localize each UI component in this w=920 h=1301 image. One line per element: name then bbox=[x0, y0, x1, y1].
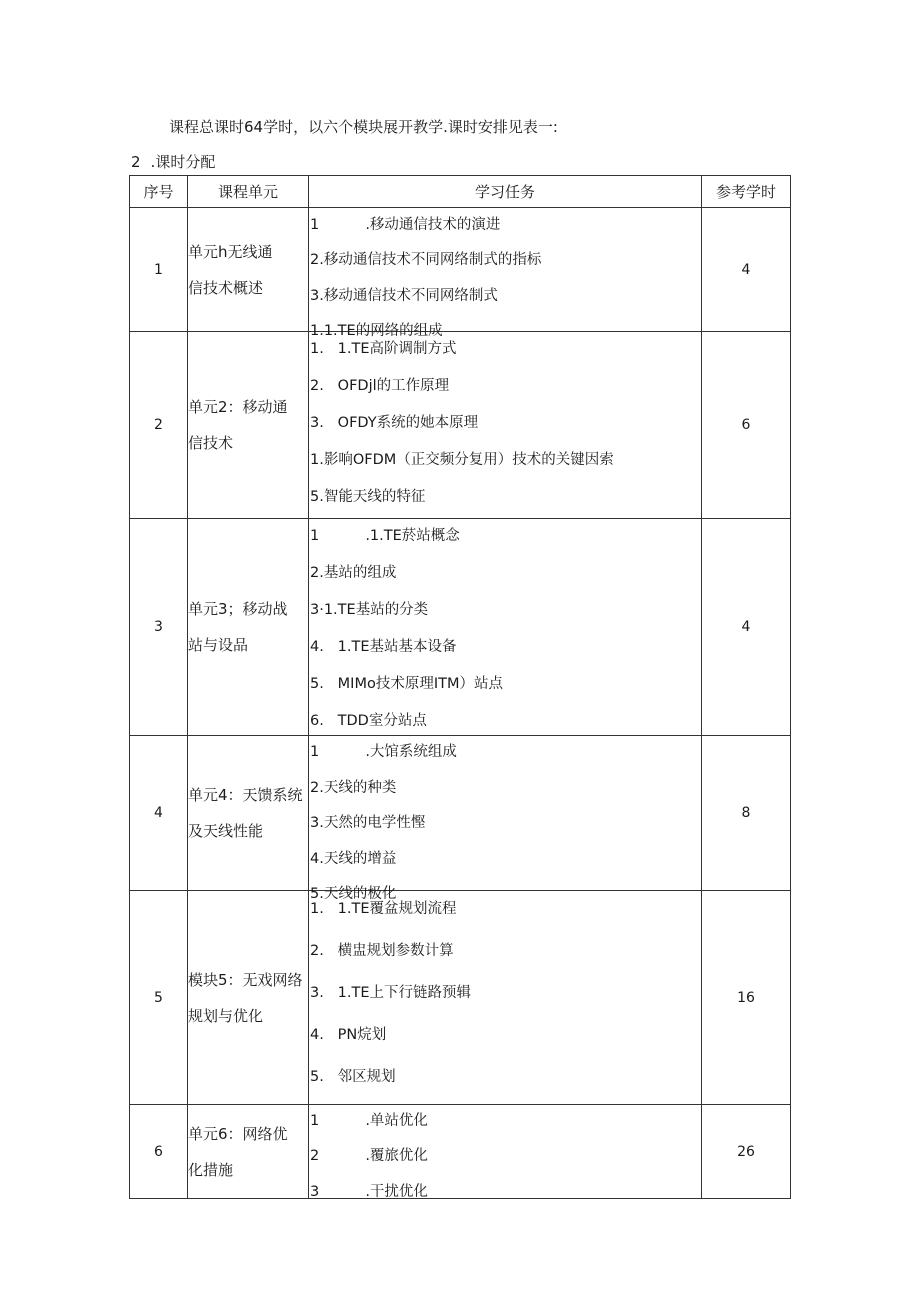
task-item: 1 .1.TE菸站概念 bbox=[310, 527, 460, 544]
row-index: 4 bbox=[130, 736, 188, 891]
unit-line: 信技术 bbox=[188, 434, 234, 452]
task-item: 3.移动通信技术不同网络制式 bbox=[310, 287, 498, 304]
row-hours: 4 bbox=[702, 519, 791, 736]
task-item: 2.天线的种类 bbox=[310, 779, 397, 796]
task-item: 4. 1.TE基站基本设备 bbox=[310, 638, 457, 655]
row-hours: 8 bbox=[702, 736, 791, 891]
table-row bbox=[130, 519, 791, 736]
row-unit bbox=[188, 208, 309, 332]
task-item: 3.天然的电学性慳 bbox=[310, 815, 426, 831]
header-tasks: 学习任务 bbox=[309, 176, 702, 208]
unit-line: 规划与优化 bbox=[188, 1006, 264, 1025]
unit-line: 单元3；移动战 bbox=[188, 600, 288, 618]
row-tasks bbox=[309, 1105, 702, 1199]
unit-line: 单元4：天馈系统 bbox=[188, 786, 303, 804]
task-item: 1. 1.TE高阶调制方式 bbox=[310, 340, 457, 357]
task-item: 1.影响OFDM（正交频分复用）技术的关键因索 bbox=[310, 451, 614, 468]
row-index: 2 bbox=[130, 332, 188, 519]
task-item: 2.基站的组成 bbox=[310, 564, 397, 581]
row-unit bbox=[188, 519, 309, 736]
row-index: 3 bbox=[130, 519, 188, 736]
row-hours: 4 bbox=[702, 208, 791, 332]
task-item: 1 .大馆系统组成 bbox=[310, 744, 457, 760]
row-index: 5 bbox=[130, 891, 188, 1105]
header-unit: 课程单元 bbox=[188, 176, 309, 208]
task-item: 4. PN烷划 bbox=[310, 1027, 387, 1043]
task-item: 5.天线的极化 bbox=[310, 886, 397, 902]
task-item: 6. TDD室分站点 bbox=[310, 712, 427, 729]
task-item: 3·1.TE基站的分类 bbox=[310, 601, 429, 618]
task-item: 1 .移动通信技术的演进 bbox=[310, 216, 501, 233]
row-tasks bbox=[309, 519, 702, 736]
task-item: 5.智能天线的特征 bbox=[310, 488, 426, 505]
header-index: 序号 bbox=[130, 176, 188, 208]
task-item: 2. 横盅规划参数计算 bbox=[310, 943, 454, 959]
row-unit bbox=[188, 332, 309, 519]
unit-line: 单元2：移动通 bbox=[188, 398, 288, 416]
row-unit bbox=[188, 891, 309, 1105]
table-row bbox=[130, 1105, 791, 1199]
task-item: 3 .干扰优化 bbox=[310, 1183, 428, 1200]
row-tasks bbox=[309, 891, 702, 1105]
unit-line: 单元h无线通 bbox=[188, 242, 273, 261]
unit-line: 单元6：网络优 bbox=[188, 1124, 288, 1143]
task-item: 1.1.TE的网络的组成 bbox=[310, 323, 443, 339]
section-title: .课时分配 bbox=[150, 153, 216, 171]
row-tasks bbox=[309, 332, 702, 519]
table-row bbox=[130, 208, 791, 332]
row-unit bbox=[188, 1105, 309, 1199]
row-tasks bbox=[309, 736, 702, 902]
section-heading bbox=[131, 152, 215, 172]
header-hours: 参考学时 bbox=[702, 176, 791, 208]
table-row bbox=[130, 891, 791, 1105]
unit-line: 站与设品 bbox=[188, 636, 249, 654]
task-item: 4.天线的增益 bbox=[310, 850, 397, 867]
table-header-row bbox=[130, 176, 791, 208]
task-item: 3. OFDY系统的她本原理 bbox=[310, 414, 479, 431]
course-schedule-table bbox=[129, 175, 791, 1199]
table-row bbox=[130, 332, 791, 519]
task-item: 2 .覆旅优化 bbox=[310, 1148, 428, 1164]
task-item: 3. 1.TE上下行链路预辑 bbox=[310, 985, 472, 1001]
unit-line: 化措施 bbox=[188, 1160, 234, 1179]
task-item: 5. MIMo技术原理ITM）站点 bbox=[310, 675, 503, 692]
row-hours: 26 bbox=[702, 1105, 791, 1199]
section-number: 2 bbox=[131, 153, 141, 171]
row-index: 6 bbox=[130, 1105, 188, 1199]
task-item: 1. 1.TE覆盆规划流程 bbox=[310, 901, 457, 917]
task-item: 2. OFDjl的工作原理 bbox=[310, 377, 450, 394]
task-item: 5. 邻区规划 bbox=[310, 1069, 396, 1085]
unit-line: 信技术概述 bbox=[188, 278, 264, 297]
unit-line: 及天线性能 bbox=[188, 822, 264, 840]
task-item: 1 .单站优化 bbox=[310, 1112, 428, 1129]
row-hours: 16 bbox=[702, 891, 791, 1105]
row-index: 1 bbox=[130, 208, 188, 332]
task-item: 2.移动通信技术不同网络制式的指标 bbox=[310, 252, 542, 268]
row-unit bbox=[188, 736, 309, 891]
row-tasks bbox=[309, 208, 702, 339]
row-hours: 6 bbox=[702, 332, 791, 519]
intro-paragraph: 课程总课时64学时，以六个模块展开教学.课时安排见表一: bbox=[169, 118, 558, 136]
table-row bbox=[130, 736, 791, 891]
unit-line: 模块5：无戏网络 bbox=[188, 970, 303, 989]
